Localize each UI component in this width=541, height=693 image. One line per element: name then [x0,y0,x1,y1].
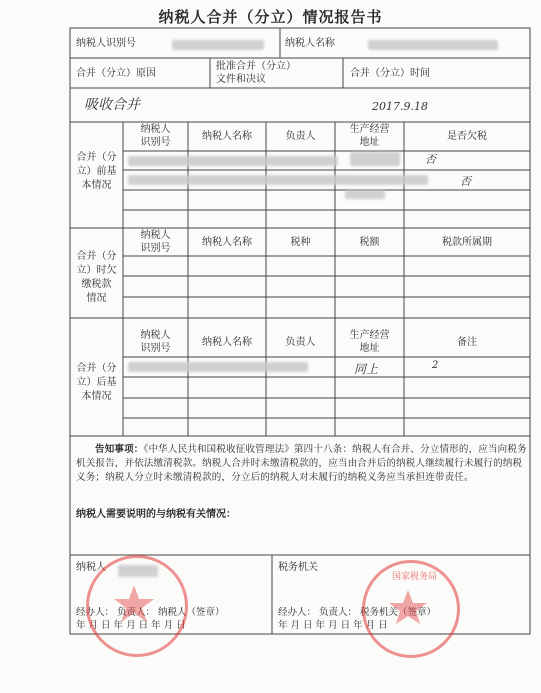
col-before-id-2: 识别号 [140,137,171,148]
col-arrears-tax-type: 税种 [290,237,311,248]
taxpayer-name-label: 纳税人名称 [285,38,335,49]
col-before-address-1: 生产经营 [349,124,390,135]
notice-text [76,443,528,485]
approval-label-line1: 批准合并（分立） [216,61,296,72]
tax-authority-sign-line: 经办人： 负责人： 税务机关（签章） [278,607,437,618]
notice-body: 《中华人民共和国税收征收管理法》第四十八条：纳税人有合并、分立情形的，应当向税务机关报告，并依法缴清税款。纳税人合并时未缴清税款的，应当由合并后的纳税人继续履行未履行的纳税义务；纳税人分立时未缴清税款的，分立后的纳税人对未履行的纳税义务应当承担连带责任。 [76,444,527,483]
notice-lead: 告知事项： [95,444,144,455]
redacted-address-2 [345,190,385,199]
col-after-id-2: 识别号 [140,343,171,354]
redacted-seal-name [118,565,158,577]
col-before-id-1: 纳税人 [140,124,171,135]
taxpayer-sign-title: 纳税人 [76,562,106,573]
section-arrears-label-2: 立）时欠 [76,265,117,276]
section-before-label-3: 本情况 [81,180,112,191]
col-before-address-2: 地址 [359,137,380,148]
redacted-row-2 [128,175,428,185]
taxpayer-date-line: 年 月 日 年 月 日 年 月 日 [76,620,186,631]
section-before-label-2: 立）前基 [76,166,117,177]
tax-authority-sign-title: 税务机关 [278,562,318,573]
redacted-after-row [128,362,308,372]
section-before-label-1: 合并（分 [76,152,117,163]
section-arrears-label-1: 合并（分 [76,251,117,262]
col-before-manager: 负责人 [285,131,316,142]
after-address-value: 同上 [354,362,379,376]
after-remark-mark: 2 [432,360,439,371]
col-arrears-amount: 税额 [359,237,380,248]
section-arrears-label-4: 情况 [86,293,107,304]
col-after-address-1: 生产经营 [349,330,390,341]
col-arrears-id-1: 纳税人 [140,230,171,241]
col-arrears-name: 纳税人名称 [202,237,252,248]
merge-reason-value: 吸收合并 [84,97,140,113]
section-arrears-label-3: 缴税款 [81,279,112,290]
col-after-remarks: 备注 [457,337,477,348]
form-title: 纳税人合并（分立）情况报告书 [158,8,383,26]
approval-label-line2: 文件和决议 [216,74,266,85]
section-after-label-2: 立）后基 [76,377,117,388]
statement-label: 纳税人需要说明的与纳税有关情况： [76,509,236,520]
seal-text: 国家税务局 [392,572,438,582]
col-after-name: 纳税人名称 [202,337,252,348]
section-after-label-3: 本情况 [81,391,112,402]
reason-label: 合并（分立）原因 [76,68,156,79]
col-arrears-id-2: 识别号 [140,243,171,254]
time-label: 合并（分立）时间 [350,68,430,79]
col-before-arrears: 是否欠税 [447,131,487,142]
col-after-id-1: 纳税人 [140,330,171,341]
redacted-address-1 [350,152,400,166]
redacted-taxpayer-name [368,40,498,50]
taxpayer-id-label: 纳税人识别号 [76,38,136,49]
section-after-label-1: 合并（分 [76,363,117,374]
arrears-mark-1: 否 [425,153,436,166]
taxpayer-sign-line: 经办人： 负责人： 纳税人（签章） [76,607,225,618]
redacted-taxpayer-id [172,40,264,50]
arrears-mark-2: 否 [460,175,471,188]
col-before-name: 纳税人名称 [202,131,252,142]
col-after-manager: 负责人 [285,337,316,348]
redacted-row-1 [128,156,338,166]
merge-date-value: 2017.9.18 [372,100,428,113]
tax-authority-date-line: 年 月 日 年 月 日 年 月 日 [278,620,388,631]
col-arrears-period: 税款所属期 [442,237,492,248]
col-after-address-2: 地址 [359,343,380,354]
